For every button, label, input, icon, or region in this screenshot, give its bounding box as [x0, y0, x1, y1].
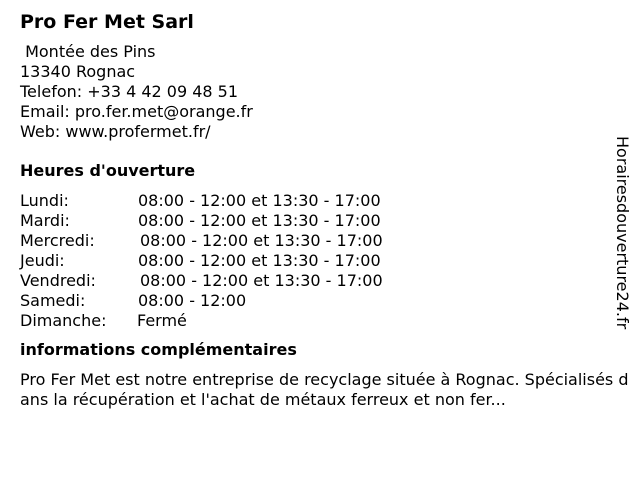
day-label: Samedi: — [20, 291, 86, 310]
hours-row-vendredi — [20, 271, 620, 291]
time-range: 08:00 - 12:00 et 13:30 - 17:00 — [140, 271, 383, 290]
address-street: Montée des Pins — [20, 42, 156, 61]
hours-row-samedi — [20, 291, 620, 311]
hours-row-mercredi — [20, 231, 620, 251]
time-range: Fermé — [137, 311, 187, 330]
hours-heading: Heures d'ouverture — [20, 161, 196, 180]
time-range: 08:00 - 12:00 — [138, 291, 247, 310]
email-address[interactable]: Email: pro.fer.met@orange.fr — [20, 102, 253, 121]
time-range: 08:00 - 12:00 et 13:30 - 17:00 — [140, 231, 383, 250]
hours-row-jeudi — [20, 251, 620, 271]
site-watermark: Horairesdouverture24.fr — [613, 136, 632, 330]
business-description: Pro Fer Met est notre entreprise de recyclage située à Rognac. Spécialisés dans la récupération et l'achat de métaux ferreux et non fer... — [20, 370, 629, 409]
hours-row-mardi — [20, 211, 620, 231]
time-range: 08:00 - 12:00 et 13:30 - 17:00 — [138, 251, 381, 270]
day-label: Dimanche: — [20, 311, 107, 330]
day-label: Mardi: — [20, 211, 70, 230]
hours-row-lundi — [20, 191, 620, 211]
day-label: Mercredi: — [20, 231, 95, 250]
day-label: Jeudi: — [20, 251, 65, 270]
time-range: 08:00 - 12:00 et 13:30 - 17:00 — [138, 191, 381, 210]
opening-hours-table — [20, 191, 620, 331]
day-label: Vendredi: — [20, 271, 96, 290]
info-heading: informations complémentaires — [20, 340, 297, 359]
hours-row-dimanche — [20, 311, 620, 331]
address-city: 13340 Rognac — [20, 62, 136, 81]
phone-number[interactable]: Telefon: +33 4 42 09 48 51 — [20, 82, 239, 101]
time-range: 08:00 - 12:00 et 13:30 - 17:00 — [138, 211, 381, 230]
business-name: Pro Fer Met Sarl — [20, 11, 194, 33]
day-label: Lundi: — [20, 191, 69, 210]
website-link[interactable]: Web: www.profermet.fr/ — [20, 122, 211, 141]
